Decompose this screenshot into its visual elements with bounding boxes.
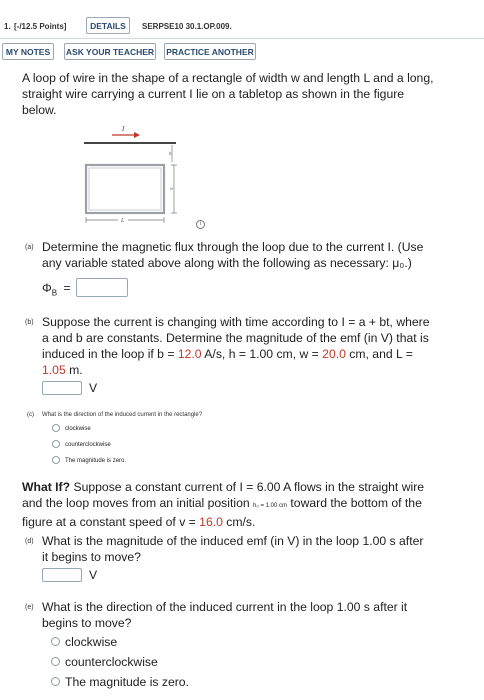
part-d-line-2: it begins to move? xyxy=(42,550,141,564)
part-d-text xyxy=(42,533,472,565)
h-label: h xyxy=(169,152,172,157)
intro-text xyxy=(22,70,472,118)
part-b-line-2: a and b are constants. Determine the magnitude of the emf (in V) that is xyxy=(42,331,429,345)
what-if-line-2-pre: and the loop moves from an initial position xyxy=(22,496,254,510)
flux-label xyxy=(42,280,71,301)
part-c-option-clockwise[interactable]: clockwise xyxy=(65,426,91,432)
part-a-tag: (a) xyxy=(25,244,34,251)
part-e-line-1: What is the direction of the induced current in the loop 1.00 s after it xyxy=(42,600,408,614)
part-e-radio-clockwise[interactable] xyxy=(51,637,60,646)
part-c-tag: (c) xyxy=(27,412,34,418)
question-number: 1. xyxy=(4,22,11,31)
part-a-line-2: any variable stated above along with the following as necessary: μ₀.) xyxy=(42,256,412,270)
part-a-text xyxy=(42,239,472,271)
part-c-radio-clockwise[interactable] xyxy=(52,424,60,432)
what-if-line-2-post: toward the bottom of the xyxy=(287,496,422,510)
flux-answer-input[interactable] xyxy=(76,278,128,297)
part-b-line-3 xyxy=(42,346,472,362)
what-if-line-1-rest: Suppose a constant current of I = 6.00 A flows in the straight wire xyxy=(70,480,425,494)
current-label: I xyxy=(122,125,125,133)
points-label: [-/12.5 Points] xyxy=(14,22,67,31)
part-c-question: What is the direction of the induced current in the rectangle? xyxy=(42,412,203,418)
intro-line-3: below. xyxy=(22,103,57,117)
emf-unit: V xyxy=(89,381,98,395)
wire-loop-figure xyxy=(80,122,220,234)
what-if-line-3-pre: figure at a constant speed of v = xyxy=(22,515,200,529)
part-e-radio-zero[interactable] xyxy=(51,677,60,686)
what-if-line-3-post: cm/s. xyxy=(222,515,256,529)
part-e-option-zero[interactable]: The magnitude is zero. xyxy=(65,675,189,689)
figure-info-icon[interactable]: i xyxy=(196,220,205,229)
flux-equals: = xyxy=(63,281,71,295)
part-d-line-1: What is the magnitude of the induced emf (in V) in the loop 1.00 s after xyxy=(42,534,424,548)
w-label: w xyxy=(170,187,174,192)
part-b-line-3-mid2: cm, and L = xyxy=(345,347,413,361)
w-value: 20.0 xyxy=(322,347,346,361)
flux-symbol: Φ xyxy=(42,281,52,295)
part-b-text xyxy=(42,314,472,378)
rectangle-loop xyxy=(86,165,164,213)
part-d-unit: V xyxy=(89,568,98,582)
ask-teacher-button[interactable]: ASK YOUR TEACHER xyxy=(64,43,156,60)
part-c-option-counterclockwise[interactable]: counterclockwise xyxy=(65,442,111,448)
what-if-line-1 xyxy=(22,479,477,495)
part-e-option-counterclockwise[interactable]: counterclockwise xyxy=(65,655,158,669)
figure xyxy=(80,122,220,234)
b-value: 12.0 xyxy=(177,347,202,361)
part-c-radio-zero[interactable] xyxy=(52,456,60,464)
header-divider xyxy=(0,38,484,39)
problem-id: SERPSE10 30.1.OP.009. xyxy=(142,22,232,31)
what-if-line-2 xyxy=(22,495,477,514)
part-b-line-4-post: m. xyxy=(65,363,83,377)
part-e-option-clockwise[interactable]: clockwise xyxy=(65,635,118,649)
part-e-tag: (e) xyxy=(25,604,34,611)
intro-line-2: straight wire carrying a current I lie on a tabletop as shown in the figure xyxy=(22,87,405,101)
part-e-text xyxy=(42,599,472,631)
part-b-line-4 xyxy=(42,362,472,378)
v-value: 16.0 xyxy=(199,515,223,529)
part-b-line-1: Suppose the current is changing with time according to I = a + bt, where xyxy=(42,315,430,329)
part-e-line-2: begins to move? xyxy=(42,616,132,630)
what-if-heading: What If? xyxy=(22,480,71,494)
L-value: 1.05 xyxy=(42,363,66,377)
what-if-text xyxy=(22,479,477,530)
practice-another-button[interactable]: PRACTICE ANOTHER xyxy=(164,43,256,60)
part-b-tag: (b) xyxy=(25,319,34,326)
L-label: L xyxy=(121,218,125,224)
emf-answer-input[interactable] xyxy=(42,381,82,395)
current-arrow-head xyxy=(134,132,140,138)
h0-inline: h₀ = 1.00 cm xyxy=(253,503,288,509)
part-e-radio-counterclockwise[interactable] xyxy=(51,657,60,666)
part-d-tag: (d) xyxy=(25,538,34,545)
flux-subscript: B xyxy=(51,288,58,298)
part-a-line-1: Determine the magnetic flux through the loop due to the current I. (Use xyxy=(42,240,424,254)
my-notes-button[interactable]: MY NOTES xyxy=(2,43,54,60)
what-if-line-3 xyxy=(22,514,477,530)
intro-line-1: A loop of wire in the shape of a rectangle of width w and length L and a long, xyxy=(22,71,434,85)
details-button[interactable]: DETAILS xyxy=(86,17,130,34)
part-b-line-3-pre: induced in the loop if b = xyxy=(42,347,178,361)
part-c-radio-counterclockwise[interactable] xyxy=(52,440,60,448)
part-d-answer-input[interactable] xyxy=(42,568,82,582)
part-b-line-3-mid1: A/s, h = 1.00 cm, w = xyxy=(201,347,323,361)
part-c-option-zero[interactable]: The magnitude is zero. xyxy=(65,458,127,464)
